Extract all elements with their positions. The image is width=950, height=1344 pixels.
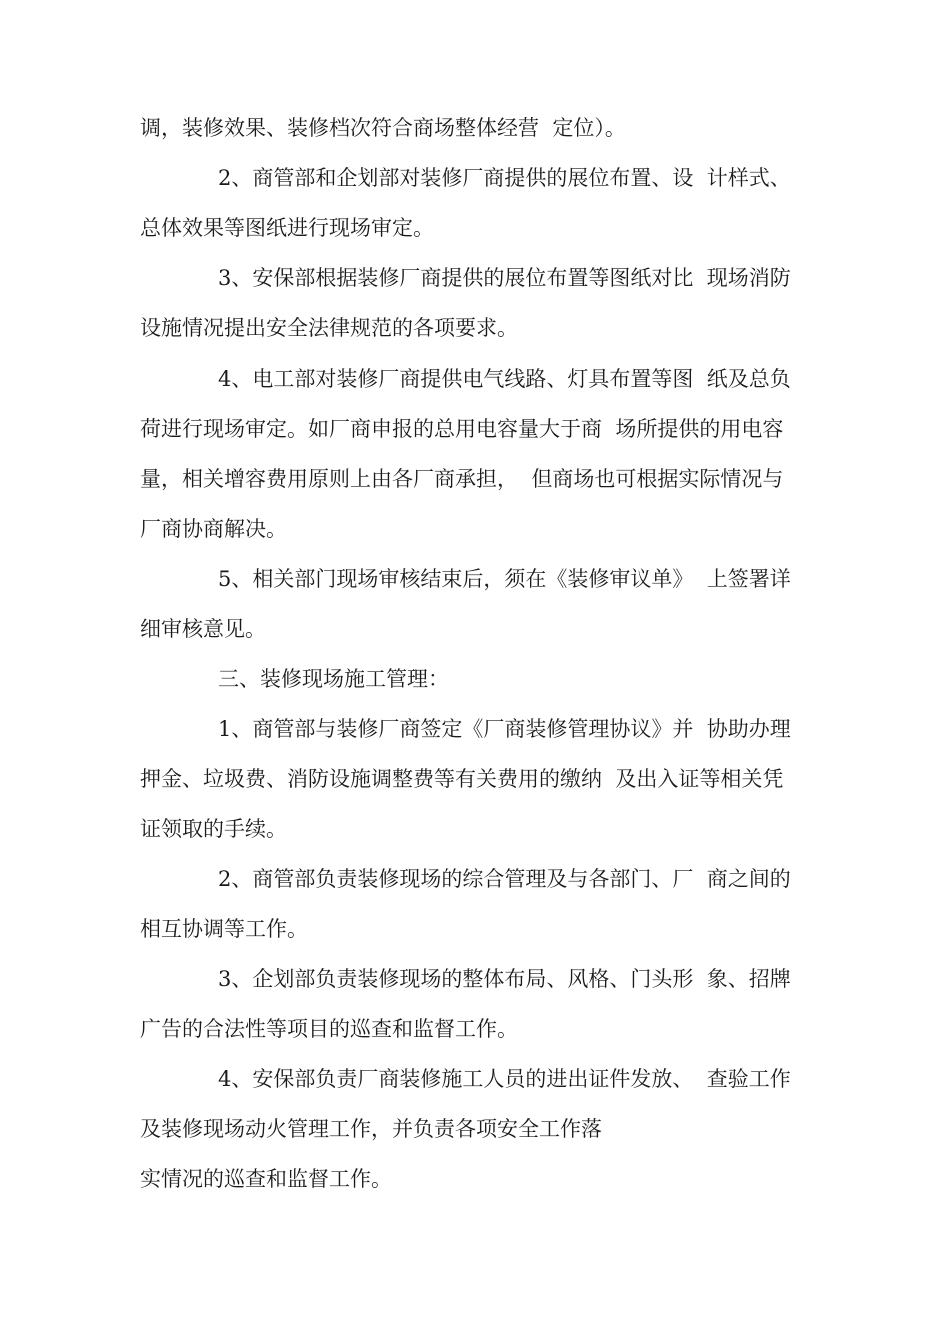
text-line: 荷进行现场审定。如厂商申报的总用电容量大于商 场所提供的用电容 bbox=[140, 417, 784, 441]
text-line: 3、企划部负责装修现场的整体布局、风格、门头形 象、招牌 bbox=[218, 967, 791, 991]
text-line: 4、电工部对装修厂商提供电气线路、灯具布置等图 纸及总负 bbox=[218, 367, 791, 391]
text-line: 2、商管部和企划部对装修厂商提供的展位布置、设 计样式、 bbox=[218, 166, 791, 190]
text-line: 及装修现场动火管理工作，并负责各项安全工作落 bbox=[140, 1117, 602, 1141]
text-line: 1、商管部与装修厂商签定《厂商装修管理协议》并 协助办理 bbox=[218, 717, 791, 741]
text-line: 4、安保部负责厂商装修施工人员的进出证件发放、 查验工作 bbox=[218, 1067, 791, 1091]
text-line: 相互协调等工作。 bbox=[140, 917, 308, 941]
text-line: 设施情况提出安全法律规范的各项要求。 bbox=[140, 316, 518, 340]
text-line: 总体效果等图纸进行现场审定。 bbox=[140, 216, 434, 240]
text-line: 证领取的手续。 bbox=[140, 817, 287, 841]
text-line: 2、商管部负责装修现场的综合管理及与各部门、厂 商之间的 bbox=[218, 867, 791, 891]
section-heading: 三、装修现场施工管理： bbox=[218, 667, 449, 691]
text-line: 5、相关部门现场审核结束后，须在《装修审议单》 上签署详 bbox=[218, 567, 791, 591]
text-line: 广告的合法性等项目的巡查和监督工作。 bbox=[140, 1017, 518, 1041]
text-line: 3、安保部根据装修厂商提供的展位布置等图纸对比 现场消防 bbox=[218, 266, 791, 290]
text-line: 实情况的巡查和监督工作。 bbox=[140, 1167, 392, 1191]
text-line: 押金、垃圾费、消防设施调整费等有关费用的缴纳 及出入证等相关凭 bbox=[140, 767, 784, 791]
text-line: 量，相关增容费用原则上由各厂商承担， 但商场也可根据实际情况与 bbox=[140, 467, 784, 491]
text-line: 厂商协商解决。 bbox=[140, 517, 287, 541]
text-line: 调，装修效果、装修档次符合商场整体经营 定位）。 bbox=[140, 116, 626, 140]
text-line: 细审核意见。 bbox=[140, 617, 266, 641]
